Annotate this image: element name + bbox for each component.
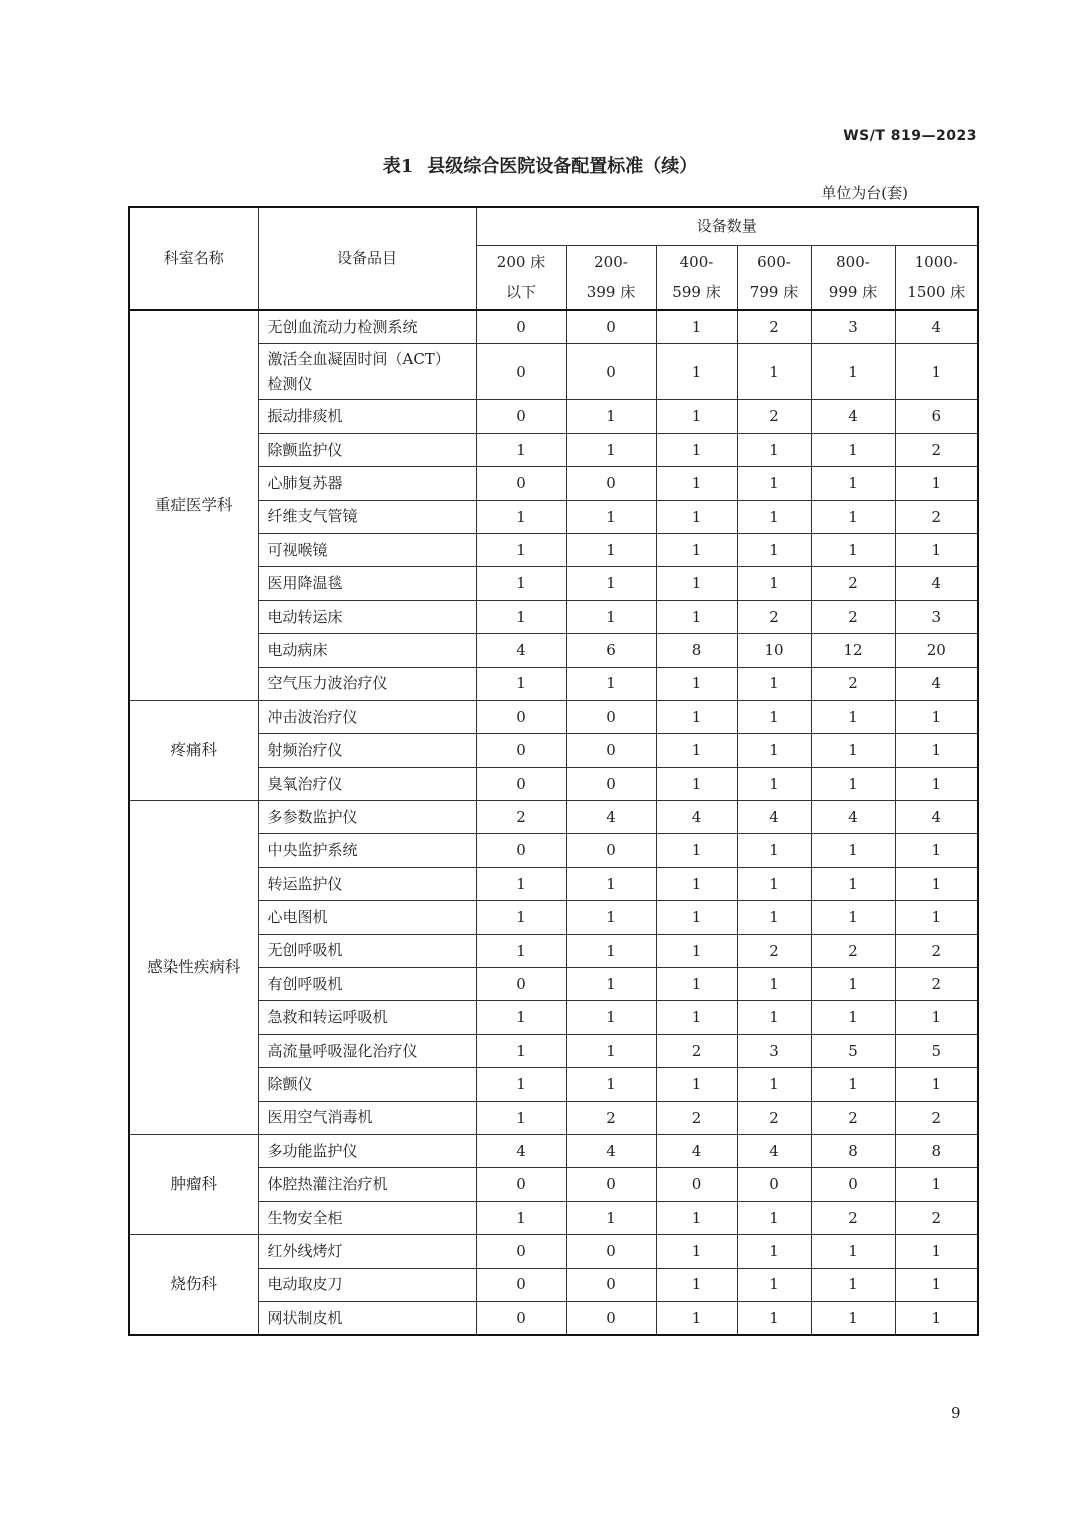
quantity-cell: 4 <box>476 634 566 667</box>
quantity-cell: 1 <box>811 867 895 900</box>
quantity-cell: 1 <box>737 433 811 466</box>
quantity-cell: 1 <box>656 567 737 600</box>
quantity-cell: 1 <box>476 1034 566 1067</box>
quantity-cell: 1 <box>566 867 656 900</box>
quantity-cell: 4 <box>566 1134 656 1167</box>
quantity-cell: 1 <box>737 1068 811 1101</box>
quantity-cell: 1 <box>656 867 737 900</box>
quantity-cell: 4 <box>656 1134 737 1167</box>
quantity-cell: 2 <box>895 433 978 466</box>
quantity-cell: 1 <box>895 767 978 800</box>
quantity-cell: 2 <box>737 400 811 433</box>
quantity-cell: 1 <box>656 467 737 500</box>
quantity-cell: 2 <box>737 1101 811 1134</box>
quantity-cell: 2 <box>811 600 895 633</box>
quantity-cell: 0 <box>476 1235 566 1268</box>
table-row <box>129 1134 978 1167</box>
quantity-cell: 1 <box>737 1001 811 1034</box>
header-bed-range <box>656 246 737 311</box>
quantity-cell: 0 <box>476 1301 566 1335</box>
quantity-cell: 4 <box>737 801 811 834</box>
quantity-cell: 0 <box>476 700 566 733</box>
quantity-cell: 1 <box>811 1301 895 1335</box>
quantity-cell: 1 <box>811 1001 895 1034</box>
quantity-cell: 0 <box>566 467 656 500</box>
quantity-cell: 1 <box>476 867 566 900</box>
table-title <box>0 152 1080 178</box>
equipment-name: 无创血流动力检测系统 <box>258 310 476 344</box>
department-name: 疼痛科 <box>129 700 258 800</box>
quantity-cell: 1 <box>811 1268 895 1301</box>
quantity-cell: 1 <box>566 433 656 466</box>
equipment-name: 医用空气消毒机 <box>258 1101 476 1134</box>
quantity-cell: 1 <box>566 567 656 600</box>
quantity-cell: 1 <box>737 767 811 800</box>
quantity-cell: 1 <box>656 834 737 867</box>
quantity-cell: 1 <box>895 901 978 934</box>
quantity-cell: 6 <box>566 634 656 667</box>
quantity-cell: 2 <box>811 667 895 700</box>
equipment-name: 空气压力波治疗仪 <box>258 667 476 700</box>
quantity-cell: 0 <box>476 767 566 800</box>
equipment-name: 转运监护仪 <box>258 867 476 900</box>
quantity-cell: 1 <box>656 400 737 433</box>
quantity-cell: 2 <box>737 934 811 967</box>
quantity-cell: 1 <box>811 901 895 934</box>
quantity-cell: 4 <box>656 801 737 834</box>
quantity-cell: 1 <box>737 901 811 934</box>
quantity-cell: 1 <box>895 1268 978 1301</box>
quantity-cell: 1 <box>737 344 811 400</box>
quantity-cell: 4 <box>895 801 978 834</box>
quantity-cell: 4 <box>476 1134 566 1167</box>
quantity-cell: 1 <box>737 1268 811 1301</box>
equipment-name: 红外线烤灯 <box>258 1235 476 1268</box>
quantity-cell: 1 <box>656 1068 737 1101</box>
quantity-cell: 1 <box>811 1068 895 1101</box>
equipment-name: 可视喉镜 <box>258 533 476 566</box>
quantity-cell: 4 <box>895 567 978 600</box>
quantity-cell: 0 <box>566 310 656 344</box>
table-row <box>129 310 978 344</box>
quantity-cell: 2 <box>895 500 978 533</box>
quantity-cell: 2 <box>656 1034 737 1067</box>
quantity-cell: 1 <box>476 1201 566 1234</box>
quantity-cell: 4 <box>811 400 895 433</box>
quantity-cell: 1 <box>566 667 656 700</box>
quantity-cell: 0 <box>476 1268 566 1301</box>
quantity-cell: 1 <box>656 667 737 700</box>
quantity-cell: 1 <box>566 1068 656 1101</box>
quantity-cell: 1 <box>737 834 811 867</box>
quantity-cell: 3 <box>737 1034 811 1067</box>
quantity-cell: 1 <box>656 968 737 1001</box>
quantity-cell: 0 <box>476 968 566 1001</box>
equipment-name: 网状制皮机 <box>258 1301 476 1335</box>
quantity-cell: 1 <box>811 834 895 867</box>
quantity-cell: 4 <box>737 1134 811 1167</box>
quantity-cell: 2 <box>476 801 566 834</box>
quantity-cell: 12 <box>811 634 895 667</box>
equipment-name: 纤维支气管镜 <box>258 500 476 533</box>
quantity-cell: 2 <box>895 1101 978 1134</box>
quantity-cell: 0 <box>566 734 656 767</box>
quantity-cell: 1 <box>737 533 811 566</box>
quantity-cell: 0 <box>737 1168 811 1201</box>
table-number: 表1 <box>382 156 414 177</box>
quantity-cell: 8 <box>811 1134 895 1167</box>
quantity-cell: 2 <box>737 600 811 633</box>
equipment-name: 冲击波治疗仪 <box>258 700 476 733</box>
quantity-cell: 1 <box>811 533 895 566</box>
quantity-cell: 3 <box>811 310 895 344</box>
equipment-name: 有创呼吸机 <box>258 968 476 1001</box>
bed-range-line2: 399 床 <box>586 282 636 301</box>
quantity-cell: 1 <box>656 901 737 934</box>
quantity-cell: 1 <box>476 567 566 600</box>
quantity-cell: 4 <box>811 801 895 834</box>
quantity-cell: 1 <box>895 1001 978 1034</box>
quantity-cell: 1 <box>811 467 895 500</box>
quantity-cell: 1 <box>895 1235 978 1268</box>
quantity-cell: 1 <box>476 1001 566 1034</box>
quantity-cell: 3 <box>895 600 978 633</box>
quantity-cell: 2 <box>811 567 895 600</box>
quantity-cell: 1 <box>895 1168 978 1201</box>
quantity-cell: 1 <box>811 500 895 533</box>
quantity-cell: 1 <box>737 467 811 500</box>
quantity-cell: 0 <box>476 467 566 500</box>
quantity-cell: 0 <box>566 344 656 400</box>
quantity-cell: 1 <box>656 1235 737 1268</box>
quantity-cell: 0 <box>476 734 566 767</box>
header-department: 科室名称 <box>129 207 258 310</box>
quantity-cell: 1 <box>811 344 895 400</box>
bed-range-line1: 800- <box>836 253 870 272</box>
equipment-name: 激活全血凝固时间（ACT）检测仪 <box>258 344 476 400</box>
quantity-cell: 1 <box>737 1201 811 1234</box>
quantity-cell: 2 <box>895 934 978 967</box>
quantity-cell: 2 <box>656 1101 737 1134</box>
quantity-cell: 1 <box>476 533 566 566</box>
quantity-cell: 2 <box>811 1201 895 1234</box>
quantity-cell: 1 <box>566 500 656 533</box>
quantity-cell: 1 <box>476 600 566 633</box>
bed-range-line2: 999 床 <box>828 282 878 301</box>
quantity-cell: 8 <box>895 1134 978 1167</box>
quantity-cell: 6 <box>895 400 978 433</box>
equipment-name: 心肺复苏器 <box>258 467 476 500</box>
equipment-name: 除颤监护仪 <box>258 433 476 466</box>
quantity-cell: 1 <box>737 1235 811 1268</box>
quantity-cell: 1 <box>656 1268 737 1301</box>
quantity-cell: 0 <box>476 1168 566 1201</box>
quantity-cell: 0 <box>476 310 566 344</box>
equipment-name: 医用降温毯 <box>258 567 476 600</box>
header-bed-range <box>566 246 656 311</box>
bed-range-line2: 599 床 <box>672 282 721 301</box>
quantity-cell: 1 <box>656 767 737 800</box>
equipment-name: 高流量呼吸湿化治疗仪 <box>258 1034 476 1067</box>
quantity-cell: 1 <box>811 968 895 1001</box>
bed-range-line1: 200 床 <box>496 253 546 272</box>
quantity-cell: 0 <box>476 834 566 867</box>
equipment-name: 多参数监护仪 <box>258 801 476 834</box>
quantity-cell: 10 <box>737 634 811 667</box>
quantity-cell: 1 <box>811 767 895 800</box>
quantity-cell: 0 <box>476 400 566 433</box>
quantity-cell: 4 <box>566 801 656 834</box>
bed-range-line2: 799 床 <box>749 282 799 301</box>
quantity-cell: 0 <box>566 700 656 733</box>
quantity-cell: 0 <box>566 1168 656 1201</box>
unit-note: 单位为台(套) <box>821 184 908 202</box>
equipment-name: 多功能监护仪 <box>258 1134 476 1167</box>
bed-range-line2: 1500 床 <box>907 282 966 301</box>
quantity-cell: 1 <box>737 968 811 1001</box>
quantity-cell: 1 <box>476 433 566 466</box>
equipment-name: 心电图机 <box>258 901 476 934</box>
department-name: 烧伤科 <box>129 1235 258 1336</box>
equipment-name: 生物安全柜 <box>258 1201 476 1234</box>
quantity-cell: 1 <box>566 533 656 566</box>
equipment-name: 电动转运床 <box>258 600 476 633</box>
quantity-cell: 1 <box>656 1301 737 1335</box>
page-number: 9 <box>951 1404 961 1422</box>
equipment-name: 振动排痰机 <box>258 400 476 433</box>
quantity-cell: 4 <box>895 667 978 700</box>
quantity-cell: 2 <box>895 968 978 1001</box>
quantity-cell: 1 <box>656 500 737 533</box>
quantity-cell: 0 <box>566 834 656 867</box>
table-row <box>129 700 978 733</box>
quantity-cell: 1 <box>566 968 656 1001</box>
quantity-cell: 1 <box>656 310 737 344</box>
table-row <box>129 801 978 834</box>
quantity-cell: 20 <box>895 634 978 667</box>
quantity-cell: 1 <box>656 344 737 400</box>
quantity-cell: 1 <box>476 901 566 934</box>
quantity-cell: 1 <box>737 500 811 533</box>
header-quantity-group: 设备数量 <box>476 207 978 246</box>
header-bed-range <box>476 246 566 311</box>
equipment-name: 电动取皮刀 <box>258 1268 476 1301</box>
quantity-cell: 1 <box>656 1001 737 1034</box>
quantity-cell: 1 <box>737 734 811 767</box>
equipment-name: 电动病床 <box>258 634 476 667</box>
quantity-cell: 1 <box>656 734 737 767</box>
quantity-cell: 1 <box>811 433 895 466</box>
quantity-cell: 1 <box>566 1001 656 1034</box>
quantity-cell: 1 <box>811 1235 895 1268</box>
quantity-cell: 1 <box>895 533 978 566</box>
quantity-cell: 2 <box>811 1101 895 1134</box>
equipment-table <box>128 206 979 1336</box>
quantity-cell: 0 <box>566 1268 656 1301</box>
quantity-cell: 1 <box>656 934 737 967</box>
quantity-cell: 1 <box>566 901 656 934</box>
header-bed-range <box>811 246 895 311</box>
bed-range-line2: 以下 <box>505 282 536 301</box>
quantity-cell: 0 <box>566 1301 656 1335</box>
quantity-cell: 1 <box>895 1301 978 1335</box>
bed-range-line1: 1000- <box>914 253 958 272</box>
quantity-cell: 1 <box>566 600 656 633</box>
table-title-text: 县级综合医院设备配置标准（续） <box>427 156 698 177</box>
equipment-name: 体腔热灌注治疗机 <box>258 1168 476 1201</box>
quantity-cell: 4 <box>895 310 978 344</box>
quantity-cell: 1 <box>737 867 811 900</box>
quantity-cell: 1 <box>476 500 566 533</box>
quantity-cell: 1 <box>737 567 811 600</box>
quantity-cell: 2 <box>895 1201 978 1234</box>
quantity-cell: 1 <box>656 600 737 633</box>
quantity-cell: 0 <box>566 767 656 800</box>
quantity-cell: 1 <box>895 700 978 733</box>
department-name: 重症医学科 <box>129 310 258 700</box>
quantity-cell: 1 <box>476 667 566 700</box>
bed-range-line1: 400- <box>679 253 714 272</box>
header-equipment: 设备品目 <box>258 207 476 310</box>
quantity-cell: 1 <box>811 700 895 733</box>
quantity-cell: 0 <box>476 344 566 400</box>
quantity-cell: 1 <box>895 344 978 400</box>
equipment-name: 无创呼吸机 <box>258 934 476 967</box>
header-bed-range <box>737 246 811 311</box>
table-row <box>129 1235 978 1268</box>
quantity-cell: 1 <box>566 1201 656 1234</box>
quantity-cell: 1 <box>737 700 811 733</box>
quantity-cell: 1 <box>476 1101 566 1134</box>
quantity-cell: 1 <box>656 433 737 466</box>
quantity-cell: 1 <box>656 700 737 733</box>
department-name: 感染性疾病科 <box>129 801 258 1135</box>
quantity-cell: 1 <box>895 1068 978 1101</box>
quantity-cell: 0 <box>656 1168 737 1201</box>
quantity-cell: 1 <box>811 734 895 767</box>
quantity-cell: 8 <box>656 634 737 667</box>
equipment-name: 急救和转运呼吸机 <box>258 1001 476 1034</box>
quantity-cell: 0 <box>566 1235 656 1268</box>
quantity-cell: 1 <box>895 734 978 767</box>
quantity-cell: 1 <box>656 533 737 566</box>
quantity-cell: 2 <box>811 934 895 967</box>
quantity-cell: 1 <box>476 934 566 967</box>
quantity-cell: 1 <box>476 1068 566 1101</box>
quantity-cell: 2 <box>566 1101 656 1134</box>
department-name: 肿瘤科 <box>129 1134 258 1234</box>
quantity-cell: 5 <box>895 1034 978 1067</box>
bed-range-line1: 200- <box>594 253 628 272</box>
quantity-cell: 1 <box>566 934 656 967</box>
quantity-cell: 1 <box>737 667 811 700</box>
equipment-name: 中央监护系统 <box>258 834 476 867</box>
quantity-cell: 1 <box>895 867 978 900</box>
quantity-cell: 1 <box>566 400 656 433</box>
equipment-name: 射频治疗仪 <box>258 734 476 767</box>
quantity-cell: 1 <box>737 1301 811 1335</box>
quantity-cell: 0 <box>811 1168 895 1201</box>
quantity-cell: 1 <box>656 1201 737 1234</box>
standard-code: WS/T 819—2023 <box>843 128 977 144</box>
quantity-cell: 1 <box>895 467 978 500</box>
equipment-name: 臭氧治疗仪 <box>258 767 476 800</box>
quantity-cell: 2 <box>737 310 811 344</box>
quantity-cell: 5 <box>811 1034 895 1067</box>
quantity-cell: 1 <box>895 834 978 867</box>
header-bed-range <box>895 246 978 311</box>
quantity-cell: 1 <box>566 1034 656 1067</box>
equipment-name: 除颤仪 <box>258 1068 476 1101</box>
bed-range-line1: 600- <box>757 253 791 272</box>
